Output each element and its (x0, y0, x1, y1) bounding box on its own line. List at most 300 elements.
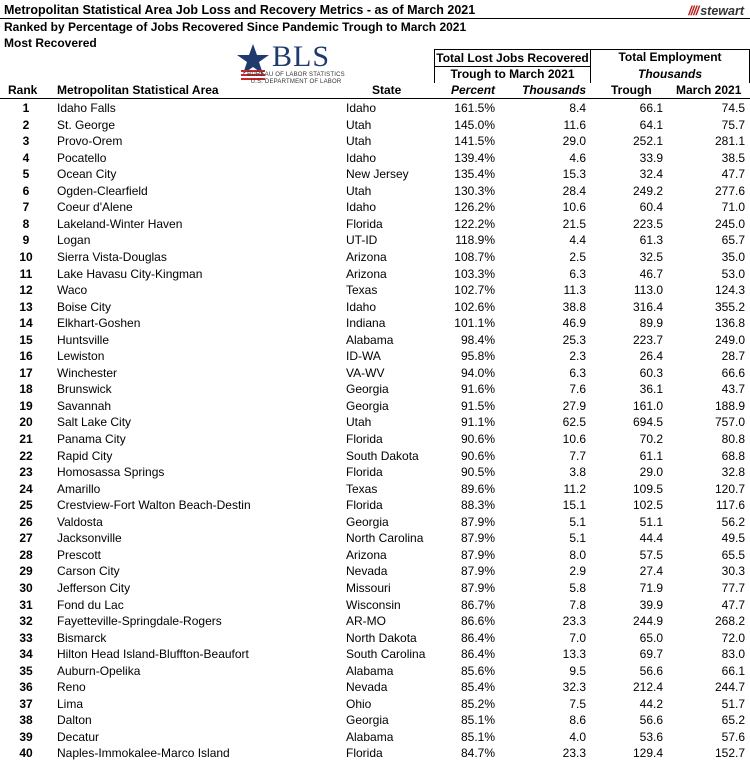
cell-mar: 757.0 (714, 415, 745, 430)
header-rank: Rank (8, 83, 38, 97)
cell-rank: 21 (19, 432, 33, 446)
table-row (0, 581, 750, 598)
table-row (0, 515, 750, 532)
cell-pct: 103.3% (454, 266, 495, 281)
cell-trough: 27.4 (639, 564, 663, 579)
table-row (0, 283, 750, 300)
cell-msa: Salt Lake City (57, 415, 132, 430)
bls-subtitle: BUREAU OF LABOR STATISTICS U.S. DEPARTMENT OF LABOR (247, 72, 345, 85)
cell-rank: 4 (22, 150, 30, 165)
cell-pct: 87.9% (460, 514, 495, 529)
cell-pct: 98.4% (460, 332, 495, 347)
cell-state: Utah (346, 117, 372, 132)
cell-rank: 5 (22, 167, 30, 182)
cell-state: Utah (346, 183, 372, 198)
table-row (0, 465, 750, 482)
cell-pct: 91.6% (460, 382, 495, 397)
cell-rank: 29 (19, 564, 33, 579)
cell-msa: Fond du Lac (57, 597, 124, 612)
cell-msa: Decatur (57, 729, 100, 744)
cell-thou: 46.9 (562, 316, 586, 331)
cell-mar: 75.7 (721, 117, 745, 132)
cell-msa: Lewiston (57, 349, 105, 364)
cell-thou: 27.9 (562, 398, 586, 413)
cell-trough: 70.2 (639, 432, 663, 446)
cell-state: Utah (346, 415, 372, 430)
cell-trough: 53.6 (639, 729, 663, 744)
cell-pct: 95.8% (460, 349, 495, 364)
cell-mar: 32.8 (721, 465, 745, 480)
cell-msa: Valdosta (57, 514, 103, 529)
cell-msa: Sierra Vista-Douglas (57, 249, 167, 264)
cell-trough: 69.7 (639, 647, 663, 662)
cell-rank: 9 (22, 233, 30, 248)
group-divider-left (434, 49, 435, 83)
cell-pct: 88.3% (460, 498, 495, 513)
table-row (0, 531, 750, 548)
cell-rank: 31 (19, 597, 33, 612)
cell-thou: 6.3 (569, 266, 586, 281)
cell-rank: 39 (19, 729, 33, 744)
cell-pct: 102.6% (454, 299, 495, 314)
cell-trough: 212.4 (632, 680, 663, 695)
cell-state: New Jersey (346, 167, 409, 182)
cell-mar: 188.9 (714, 398, 745, 413)
cell-rank: 24 (19, 481, 33, 496)
cell-mar: 74.5 (721, 101, 745, 115)
cell-rank: 13 (19, 299, 33, 314)
cell-rank: 25 (19, 498, 33, 513)
cell-mar: 152.7 (714, 746, 745, 761)
cell-rank: 12 (19, 283, 33, 298)
cell-pct: 87.9% (460, 531, 495, 546)
table-row (0, 316, 750, 333)
cell-msa: Hilton Head Island-Bluffton-Beaufort (57, 647, 249, 662)
cell-pct: 122.2% (454, 216, 495, 231)
cell-trough: 61.1 (639, 448, 663, 463)
table-row (0, 250, 750, 267)
header-trough: Trough (611, 83, 652, 97)
cell-trough: 161.0 (632, 398, 663, 413)
cell-rank: 6 (22, 183, 30, 198)
table-row (0, 482, 750, 499)
cell-thou: 2.9 (569, 564, 586, 579)
cell-rank: 3 (22, 134, 30, 149)
cell-mar: 77.7 (721, 580, 745, 595)
cell-thou: 7.7 (569, 448, 586, 463)
cell-msa: Ocean City (57, 167, 117, 182)
cell-mar: 71.0 (721, 200, 745, 215)
table-row (0, 200, 750, 217)
cell-trough: 223.7 (632, 332, 663, 347)
cell-trough: 56.6 (639, 713, 663, 728)
cell-state: UT-ID (346, 233, 378, 248)
cell-state: Texas (346, 481, 378, 496)
cell-rank: 28 (19, 547, 33, 562)
group-header-thousands: Thousands (637, 67, 702, 81)
page-subtitle: Ranked by Percentage of Jobs Recovered Since Pandemic Trough to March 2021 (4, 20, 467, 34)
table-row (0, 217, 750, 234)
cell-rank: 30 (19, 580, 33, 595)
table-row (0, 134, 750, 151)
cell-msa: Ogden-Clearfield (57, 183, 148, 198)
cell-rank: 17 (19, 365, 33, 380)
cell-trough: 46.7 (639, 266, 663, 281)
cell-msa: Elkhart-Goshen (57, 316, 141, 331)
cell-trough: 109.5 (632, 481, 663, 496)
cell-trough: 32.4 (639, 167, 663, 182)
cell-mar: 35.0 (721, 249, 745, 264)
cell-pct: 90.5% (460, 465, 495, 480)
cell-thou: 9.5 (569, 663, 586, 678)
table-row (0, 415, 750, 432)
cell-pct: 85.6% (460, 663, 495, 678)
header-msa: Metropolitan Statistical Area (57, 83, 219, 97)
cell-mar: 66.1 (721, 663, 745, 678)
cell-pct: 135.4% (454, 167, 495, 182)
group-header-lost-jobs: Total Lost Jobs Recovered (434, 49, 591, 67)
cell-state: Florida (346, 216, 383, 231)
cell-state: Nevada (346, 564, 388, 579)
cell-rank: 11 (19, 266, 33, 281)
cell-trough: 29.0 (639, 465, 663, 480)
cell-pct: 130.3% (454, 183, 495, 198)
cell-trough: 89.9 (639, 316, 663, 331)
cell-msa: Winchester (57, 365, 118, 380)
cell-pct: 101.1% (454, 316, 495, 331)
cell-pct: 94.0% (460, 365, 495, 380)
cell-state: South Dakota (346, 448, 419, 463)
header-state: State (372, 83, 402, 97)
cell-state: Florida (346, 498, 383, 513)
table-row (0, 664, 750, 681)
cell-state: VA-WV (346, 365, 385, 380)
cell-trough: 694.5 (632, 415, 663, 430)
cell-thou: 7.6 (569, 382, 586, 397)
cell-trough: 60.3 (639, 365, 663, 380)
cell-pct: 87.9% (460, 564, 495, 579)
cell-mar: 28.7 (721, 349, 745, 364)
cell-rank: 14 (19, 316, 33, 331)
cell-mar: 72.0 (721, 630, 745, 645)
header-rule (0, 98, 750, 99)
cell-state: Alabama (346, 663, 394, 678)
cell-pct: 86.4% (460, 630, 495, 645)
cell-msa: Brunswick (57, 382, 112, 397)
cell-thou: 38.8 (562, 299, 586, 314)
cell-mar: 38.5 (721, 150, 745, 165)
cell-pct: 139.4% (454, 150, 495, 165)
cell-thou: 2.3 (569, 349, 586, 364)
cell-state: Ohio (346, 696, 372, 711)
cell-thou: 4.6 (569, 150, 586, 165)
cell-msa: Carson City (57, 564, 120, 579)
cell-state: Wisconsin (346, 597, 401, 612)
table-row (0, 151, 750, 168)
title-rule (0, 18, 750, 19)
cell-rank: 23 (19, 465, 33, 480)
table-row (0, 382, 750, 399)
cell-mar: 51.7 (721, 696, 745, 711)
header-thousands: Thousands (522, 83, 587, 97)
cell-trough: 36.1 (639, 382, 663, 397)
cell-rank: 19 (19, 398, 33, 413)
table-row (0, 300, 750, 317)
cell-trough: 33.9 (639, 150, 663, 165)
cell-rank: 15 (19, 332, 33, 347)
cell-rank: 8 (22, 216, 30, 231)
cell-mar: 355.2 (714, 299, 745, 314)
cell-mar: 281.1 (714, 134, 745, 149)
cell-thou: 4.4 (569, 233, 586, 248)
cell-pct: 87.9% (460, 547, 495, 562)
cell-pct: 102.7% (454, 283, 495, 298)
cell-state: Arizona (346, 266, 387, 281)
cell-pct: 90.6% (460, 432, 495, 446)
cell-thou: 5.8 (569, 580, 586, 595)
cell-pct: 84.7% (460, 746, 495, 761)
cell-state: Idaho (346, 150, 377, 165)
cell-rank: 37 (19, 696, 33, 711)
cell-thou: 29.0 (562, 134, 586, 149)
cell-pct: 85.1% (460, 713, 495, 728)
cell-msa: Logan (57, 233, 91, 248)
cell-trough: 66.1 (639, 101, 663, 115)
cell-msa: Rapid City (57, 448, 113, 463)
cell-thou: 10.6 (562, 200, 586, 215)
cell-msa: Lake Havasu City-Kingman (57, 266, 203, 281)
cell-thou: 8.0 (569, 547, 586, 562)
group-header-trough: Trough to March 2021 (450, 67, 575, 81)
cell-pct: 108.7% (454, 249, 495, 264)
table-row (0, 366, 750, 383)
stewart-logo (688, 4, 744, 18)
cell-state: Arizona (346, 249, 387, 264)
cell-trough: 44.4 (639, 531, 663, 546)
cell-pct: 145.0% (454, 117, 495, 132)
table-row (0, 432, 750, 449)
cell-state: Idaho (346, 101, 377, 115)
cell-msa: Pocatello (57, 150, 107, 165)
cell-trough: 223.5 (632, 216, 663, 231)
cell-mar: 30.3 (721, 564, 745, 579)
cell-thou: 62.5 (562, 415, 586, 430)
table-row (0, 333, 750, 350)
cell-thou: 7.5 (569, 696, 586, 711)
cell-msa: Jefferson City (57, 580, 131, 595)
cell-mar: 49.5 (721, 531, 745, 546)
cell-state: Missouri (346, 580, 391, 595)
cell-rank: 38 (19, 713, 33, 728)
cell-state: North Dakota (346, 630, 417, 645)
cell-state: AR-MO (346, 614, 386, 629)
cell-mar: 245.0 (714, 216, 745, 231)
cell-thou: 6.3 (569, 365, 586, 380)
cell-msa: Huntsville (57, 332, 110, 347)
cell-msa: Panama City (57, 432, 126, 446)
cell-rank: 18 (19, 382, 33, 397)
table-row (0, 267, 750, 284)
cell-thou: 11.3 (563, 283, 586, 298)
table-row (0, 118, 750, 135)
cell-thou: 15.3 (562, 167, 586, 182)
cell-state: Nevada (346, 680, 388, 695)
bls-logo (236, 42, 346, 94)
cell-trough: 249.2 (632, 183, 663, 198)
cell-pct: 90.6% (460, 448, 495, 463)
cell-msa: Fayetteville-Springdale-Rogers (57, 614, 222, 629)
cell-msa: Prescott (57, 547, 102, 562)
cell-rank: 33 (19, 630, 33, 645)
cell-state: Florida (346, 465, 383, 480)
cell-thou: 11.6 (563, 117, 586, 132)
cell-trough: 32.5 (639, 249, 663, 264)
cell-state: Texas (346, 283, 378, 298)
table-row (0, 713, 750, 730)
cell-mar: 249.0 (714, 332, 745, 347)
cell-trough: 244.9 (632, 614, 663, 629)
cell-state: Indiana (346, 316, 386, 331)
cell-msa: Boise City (57, 299, 112, 314)
cell-rank: 20 (19, 415, 33, 430)
cell-thou: 25.3 (562, 332, 586, 347)
cell-state: North Carolina (346, 531, 424, 546)
cell-thou: 8.4 (569, 101, 586, 115)
page-subtitle-2: Most Recovered (4, 36, 97, 50)
cell-thou: 5.1 (569, 514, 586, 529)
stewart-mark-icon: //// (688, 4, 699, 18)
cell-mar: 244.7 (714, 680, 745, 695)
cell-mar: 56.2 (721, 514, 745, 529)
table-row (0, 548, 750, 565)
cell-thou: 28.4 (562, 183, 586, 198)
cell-mar: 66.6 (721, 365, 745, 380)
cell-thou: 11.2 (563, 481, 586, 496)
cell-rank: 40 (19, 746, 33, 761)
cell-trough: 65.0 (639, 630, 663, 645)
cell-msa: Dalton (57, 713, 92, 728)
cell-thou: 2.5 (569, 249, 586, 264)
cell-state: Georgia (346, 713, 389, 728)
table-row (0, 631, 750, 648)
cell-state: Arizona (346, 547, 387, 562)
cell-mar: 65.7 (721, 233, 745, 248)
cell-state: Georgia (346, 398, 389, 413)
cell-state: Alabama (346, 332, 394, 347)
group-header-total-employment: Total Employment (618, 50, 722, 64)
cell-trough: 56.6 (639, 663, 663, 678)
table-row (0, 598, 750, 615)
table-row (0, 647, 750, 664)
cell-pct: 85.2% (460, 696, 495, 711)
cell-thou: 4.0 (569, 729, 586, 744)
cell-thou: 23.3 (562, 614, 586, 629)
cell-mar: 136.8 (714, 316, 745, 331)
cell-trough: 102.5 (632, 498, 663, 513)
cell-state: Florida (346, 432, 383, 446)
cell-rank: 22 (19, 448, 33, 463)
bls-letters: BLS (272, 40, 331, 73)
cell-msa: Naples-Immokalee-Marco Island (57, 746, 230, 761)
cell-mar: 65.5 (721, 547, 745, 562)
cell-thou: 7.0 (569, 630, 586, 645)
cell-mar: 57.6 (721, 729, 745, 744)
cell-thou: 32.3 (562, 680, 586, 695)
cell-thou: 3.8 (569, 465, 586, 480)
table-row (0, 449, 750, 466)
cell-pct: 87.9% (460, 580, 495, 595)
cell-state: Utah (346, 134, 372, 149)
cell-pct: 118.9% (455, 233, 495, 248)
table-row (0, 233, 750, 250)
cell-trough: 57.5 (639, 547, 663, 562)
cell-mar: 47.7 (721, 597, 745, 612)
table-row (0, 184, 750, 201)
cell-trough: 39.9 (639, 597, 663, 612)
cell-trough: 64.1 (639, 117, 663, 132)
cell-pct: 141.5% (454, 134, 495, 149)
cell-thou: 21.5 (562, 216, 586, 231)
cell-rank: 10 (19, 249, 33, 264)
table-row (0, 614, 750, 631)
cell-pct: 89.6% (460, 481, 495, 496)
cell-mar: 47.7 (721, 167, 745, 182)
cell-msa: St. George (57, 117, 116, 132)
cell-state: Alabama (346, 729, 394, 744)
cell-msa: Lima (57, 696, 84, 711)
cell-trough: 26.4 (639, 349, 663, 364)
cell-state: South Carolina (346, 647, 426, 662)
cell-rank: 32 (19, 614, 33, 629)
cell-trough: 316.4 (632, 299, 663, 314)
cell-msa: Bismarck (57, 630, 107, 645)
cell-pct: 91.1% (460, 415, 495, 430)
table-row (0, 564, 750, 581)
cell-rank: 35 (19, 663, 33, 678)
cell-thou: 15.1 (562, 498, 586, 513)
cell-pct: 85.1% (460, 729, 495, 744)
cell-msa: Waco (57, 283, 88, 298)
cell-thou: 10.6 (562, 432, 586, 446)
cell-mar: 120.7 (714, 481, 745, 496)
cell-msa: Idaho Falls (57, 101, 116, 115)
cell-msa: Savannah (57, 398, 112, 413)
cell-thou: 5.1 (569, 531, 586, 546)
table-row (0, 730, 750, 747)
cell-trough: 60.4 (639, 200, 663, 215)
cell-msa: Reno (57, 680, 86, 695)
cell-pct: 126.2% (454, 200, 495, 215)
cell-msa: Crestview-Fort Walton Beach-Destin (57, 498, 251, 513)
cell-rank: 2 (22, 117, 30, 132)
cell-rank: 16 (19, 349, 33, 364)
cell-rank: 26 (19, 514, 33, 529)
cell-mar: 117.6 (715, 498, 745, 513)
cell-mar: 80.8 (721, 432, 745, 446)
cell-mar: 268.2 (714, 614, 745, 629)
table-row (0, 349, 750, 366)
cell-rank: 36 (19, 680, 33, 695)
cell-msa: Jacksonville (57, 531, 122, 546)
cell-trough: 113.0 (633, 283, 663, 298)
cell-trough: 252.1 (632, 134, 663, 149)
cell-msa: Coeur d'Alene (57, 200, 133, 215)
cell-thou: 13.3 (562, 647, 586, 662)
cell-msa: Amarillo (57, 481, 101, 496)
table-row (0, 697, 750, 714)
cell-msa: Auburn-Opelika (57, 663, 141, 678)
cell-pct: 161.5% (454, 101, 495, 115)
